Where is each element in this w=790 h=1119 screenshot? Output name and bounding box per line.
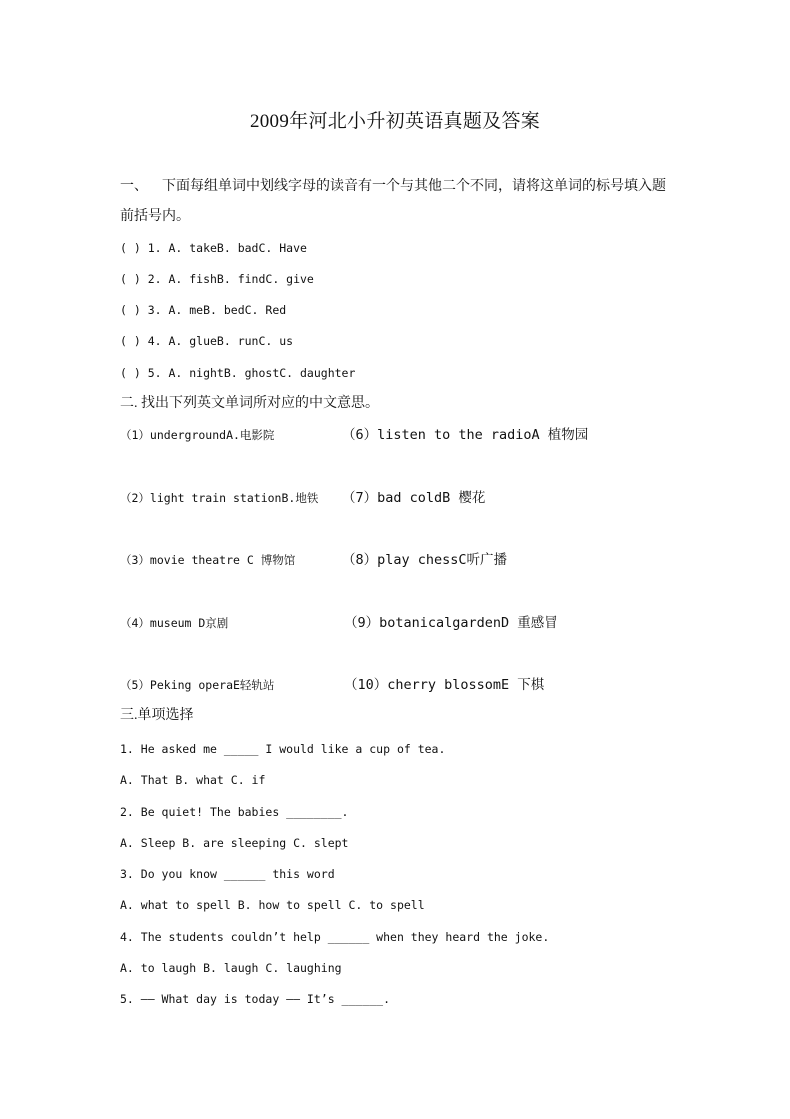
vocab-left-4: （4）museum D京剧 xyxy=(120,616,229,630)
vocab-right-9: （9）botanicalgardenD 重感冒 xyxy=(344,615,558,631)
choice-options-1: A. That B. what C. if xyxy=(120,773,266,787)
phonetic-question-5: ( ) 5. A. nightB. ghostC. daughter xyxy=(120,366,356,380)
choice-options-4: A. to laugh B. laugh C. laughing xyxy=(120,961,342,975)
vocab-left-2: （2）light train stationB.地铁 xyxy=(120,491,319,505)
choice-question-1: 1. He asked me _____ I would like a cup of tea. xyxy=(120,742,446,756)
section1-heading-line2: 前括号内。 xyxy=(120,209,190,224)
section3-heading: 三.单项选择 xyxy=(120,708,194,723)
choice-question-4: 4. The students couldn’t help ______ when they heard the joke. xyxy=(120,930,550,944)
phonetic-question-4: ( ) 4. A. glueB. runC. us xyxy=(120,334,294,348)
choice-question-2: 2. Be quiet! The babies ________. xyxy=(120,805,349,819)
vocab-right-7: （7）bad coldB 樱花 xyxy=(342,490,486,506)
phonetic-question-2: ( ) 2. A. fishB. findC. give xyxy=(120,272,314,286)
vocab-left-5: （5）Peking operaE轻轨站 xyxy=(120,678,275,692)
choice-options-3: A. what to spell B. how to spell C. to spell xyxy=(120,898,425,912)
vocab-right-10: （10）cherry blossomE 下棋 xyxy=(344,677,545,693)
vocab-left-1: （1）undergroundA.电影院 xyxy=(120,428,275,442)
section1-heading-line1: 一、 下面每组单词中划线字母的读音有一个与其他二个不同，请将这单词的标号填入题 xyxy=(120,179,666,194)
choice-question-3: 3. Do you know ______ this word xyxy=(120,867,335,881)
phonetic-question-1: ( ) 1. A. takeB. badC. Have xyxy=(120,241,307,255)
document-title: 2009年河北小升初英语真题及答案 xyxy=(249,111,541,132)
choice-question-5: 5. —— What day is today —— It’s ______. xyxy=(120,992,391,1006)
vocab-left-3: （3）movie theatre C 博物馆 xyxy=(120,553,296,567)
section2-heading: 二. 找出下列英文单词所对应的中文意思。 xyxy=(120,396,379,411)
phonetic-question-3: ( ) 3. A. meB. bedC. Red xyxy=(120,303,287,317)
vocab-right-8: （8）play chessC听广播 xyxy=(342,552,508,568)
choice-options-2: A. Sleep B. are sleeping C. slept xyxy=(120,836,349,850)
vocab-right-6: （6）listen to the radioA 植物园 xyxy=(342,427,589,443)
